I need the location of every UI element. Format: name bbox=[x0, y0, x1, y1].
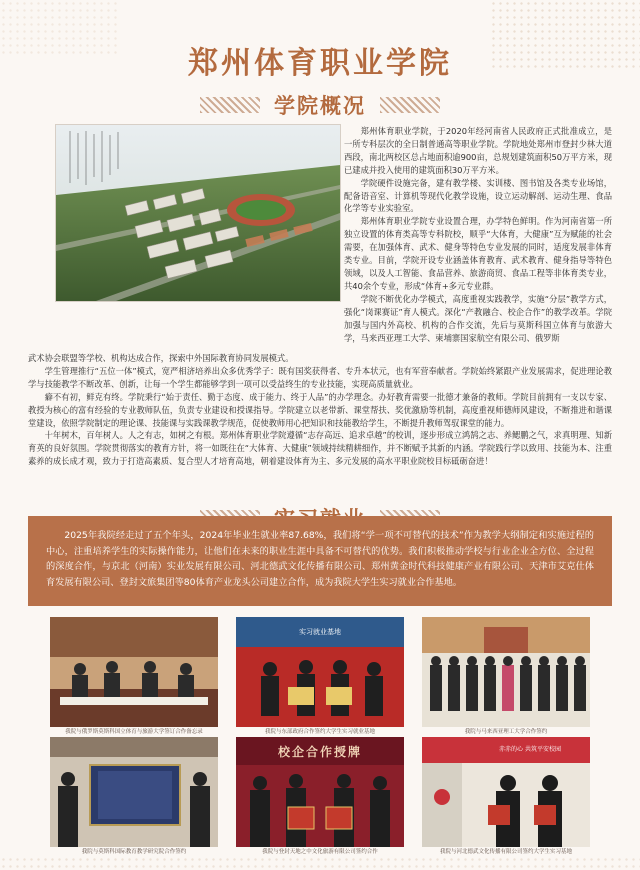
photo-caption: 我院与登封天地之中文化旅游有限公司签约合作 bbox=[262, 849, 378, 855]
overview-paragraph: 郑州体育职业学院专业设置合理，办学特色鲜明。作为河南省第一所独立设置的体育类高等专科院校，顺乎“大体育，大健康”互为赋能的社会需要，在加强体育、武术、健身等特色专业发展的同时，适度发展非体育类专业。目前，学院开设专业涵盖体育教育、武术教育、健身指导等特色领域，以及人工智能、食品营养、旅游商贸、食品工程等非体育类专业，共40余个专业，形成“体育+多元专业群。 bbox=[344, 216, 612, 291]
photo-caption: 我院与莫斯科国际教育教学研究院合作签约 bbox=[81, 849, 187, 855]
photo-caption: 我院与东部政府合作签约大学生实习就业基地 bbox=[264, 729, 375, 735]
photo-plaque-dengfeng bbox=[236, 737, 404, 847]
overview-paragraph: 郑州体育职业学院，于2020年经河南省人民政府正式批准成立，是一所专科层次的全日制普通高等职业学院。学院地处郑州市登封少林大道西段，南北两校区总占地面积逾900亩，总规划建筑面积50万平方米，现已建成并投入使用的建筑面积30万平方米。 bbox=[344, 126, 612, 175]
overview-text-full bbox=[28, 352, 612, 468]
section-heading-overview bbox=[0, 92, 640, 118]
page-title: 郑州体育职业学院 bbox=[188, 46, 452, 81]
overview-paragraph: 学院不断优化办学模式，高度重视实践教学，实施“分层”教学方式，强化“岗课赛证”育人模式。深化“产教融合、校企合作”的教学改革。学院加强与国内外高校、机构的合作交流，先后与莫斯科国立体育与旅游大学，马来西亚理工大学、柬埔寨国家航空有限公司、俄罗斯 bbox=[344, 293, 612, 343]
photo-caption: 我院与马来西亚理工大学合作签约 bbox=[464, 729, 548, 735]
employment-paragraph: 2025年我院经走过了五个年头，2024年毕业生就业率87.68%，我们将“学一项不可替代的技术”作为教学大纲制定和实施过程的中心，注重培养学生的实际操作能力，让他们在未来的职业生涯中具备不可替代的优势。我们积极推动学校与行业企业全方位、全过程的深度合作，与京北（河南）实业发展有限公司、河北德武文化传播有限公司、郑州黄金时代科技健康产业有限公司、天津市艾克仕体育发展有限公司、登封文旅集团等80体育产业龙头公司建立合作，成为我院大学生实习就业合作基地。 bbox=[46, 530, 594, 588]
overview-paragraph: 学院硬件设施完备，建有教学楼、实训楼、图书馆及各类专业场馆，配备语音室、计算机等现代化教学设施，设立运动解剖、运动生理、食品化学等专业实验室。 bbox=[344, 177, 612, 214]
photo-caption: 我院与俄罗斯莫斯科国立体育与旅游大学签订合作备忘录 bbox=[65, 729, 203, 735]
overview-paragraph: 学生管理推行“五位一体”模式，宽严相济培养出众多优秀学子：既有国奖获得者、专升本状元，也有军营奉献者。学院始终紧跟产业发展需求，促进理论教学与技能教学不断改革、创新，让每一个学生都能够学到一项可以受益终生的专业技能，实现高质量就业。 bbox=[28, 365, 612, 389]
overview-paragraph: 十年树木，百年树人。人之有志，如树之有根。郑州体育职业学院遵循“志存高远、追求卓越”的校训，逐步形成立鸿鹄之志、养鳃鹏之气，求真明理、知新育英的良好氛围。学院贯彻落实的教育方针，将一如既往在“大体育、大健康”领域持续精耕细作，并不断赋予其新的内涵。学院践行学以致用、技能为本、注重素养的成长成才观，致力于打造高素质、复合型人才培育高地，朝着建设体育为主、多元发展的高水平职业院校目标砥砺奋进！ bbox=[28, 430, 612, 467]
heading-stripe-right bbox=[380, 97, 440, 113]
photo-caption: 我院与河北德武文化传播有限公司签约大学生实习基地 bbox=[439, 849, 572, 855]
section-title-overview: 学院概况 bbox=[274, 94, 366, 118]
photo-signing-base bbox=[236, 617, 404, 727]
photo-banner-text: 校企合作授牌 bbox=[277, 745, 362, 759]
overview-paragraph: 武术协会联盟等学校、机构达成合作，探索中外国际教育协同发展模式。 bbox=[28, 353, 294, 363]
campus-aerial-image bbox=[55, 124, 341, 302]
photo-banner-text: 赤赤的心 共筑平安校园 bbox=[499, 746, 561, 753]
bottom-dot-pattern bbox=[0, 856, 640, 870]
heading-stripe-left bbox=[200, 97, 260, 113]
photo-signing-malaysia bbox=[422, 617, 590, 727]
photo-signing-moscow bbox=[50, 617, 218, 727]
photo-banner-text: 实习就业基地 bbox=[299, 628, 341, 636]
photo-plaque-moscow bbox=[50, 737, 218, 847]
employment-text-box bbox=[28, 516, 612, 606]
photo-grid bbox=[50, 617, 610, 855]
photo-plaque-hebei bbox=[422, 737, 590, 847]
overview-paragraph: 癖不有初，鲜克有终。学院秉行“始于责任、勤于态度、成于能力、终于人品”的办学理念。办好教育需要一批德才兼备的教师。学院目前拥有一支以专家、教授为核心的富有经验的专业教师队伍，负责专业建设和授课指导。学院建立以老带新、课堂帮扶、奖优激励等机制，高度重视师德师风建设，不断推进和谐课堂建设，依照学院制定的理论课、技能课与实践课教学规范，促使教师用心把知识和技能教给学生，不断提升教师驾驭课堂的能力。 bbox=[28, 391, 612, 428]
overview-text-right bbox=[344, 125, 612, 344]
